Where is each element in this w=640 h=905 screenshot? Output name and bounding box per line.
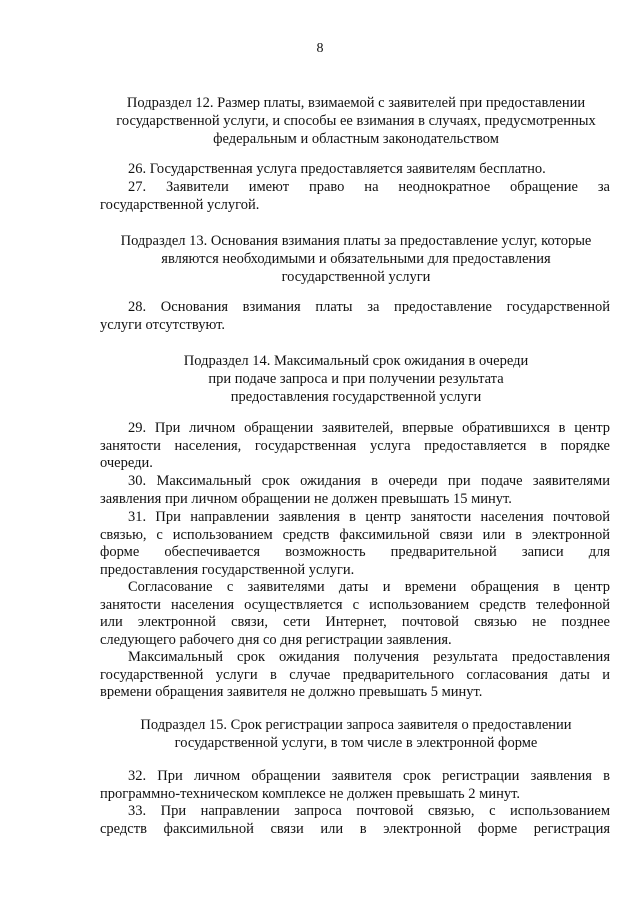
paragraph-line: форме обеспечивается возможность предварительной записи для — [100, 544, 610, 561]
paragraph-line: 30. Максимальный срок ожидания в очереди при подаче заявителями — [128, 473, 610, 489]
paragraph-line: программно-техническом комплексе не должен превышать 2 минут. — [100, 785, 520, 802]
subsection-15-heading — [100, 716, 612, 752]
paragraph-33 — [100, 803, 610, 838]
paragraph-32 — [100, 768, 610, 803]
paragraph-line: очереди. — [100, 455, 153, 472]
heading-line: предоставления государственной услуги — [230, 389, 482, 405]
heading-line: государственной услуги, в том числе в электронной форме — [174, 735, 538, 751]
paragraph-line: 29. При личном обращении заявителей, впервые обратившихся в центр — [128, 420, 610, 436]
paragraph-31-waiting — [100, 649, 610, 702]
paragraph-line: 26. Государственная услуга предоставляется заявителям бесплатно. — [128, 161, 546, 177]
paragraph-line: 33. При направлении запроса почтовой связью, с использованием — [128, 803, 610, 819]
paragraph-29 — [100, 420, 610, 473]
heading-line: Подраздел 14. Максимальный срок ожидания в очереди — [183, 353, 529, 369]
paragraph-line: времени обращения заявителя не должно превышать 5 минут. — [100, 684, 483, 701]
paragraph-line: Максимальный срок ожидания получения результата предоставления — [128, 649, 610, 665]
paragraph-line: Согласование с заявителями даты и времени обращения в центр — [128, 579, 610, 595]
heading-line: государственной услуги — [281, 269, 431, 285]
paragraph-line: занятости населения осуществляется с использованием средств телефонной — [100, 596, 610, 613]
heading-line: Подраздел 13. Основания взимания платы за предоставление услуг, которые — [120, 233, 592, 249]
heading-line: являются необходимыми и обязательными для предоставления — [161, 251, 551, 267]
heading-line: федеральным и областным законодательством — [213, 131, 499, 147]
paragraph-line: средств факсимильной связи или в электронной форме регистрация — [100, 820, 610, 837]
paragraph-line: 28. Основания взимания платы за предоставление государственной — [128, 299, 610, 315]
paragraph-line: заявления при личном обращении не должен превышать 15 минут. — [100, 490, 512, 507]
heading-line: государственной услуги, и способы ее взимания в случаях, предусмотренных — [116, 113, 596, 129]
paragraph-27 — [100, 179, 610, 214]
paragraph-line: 27. Заявители имеют право на неоднократное обращение за — [128, 179, 610, 195]
paragraph-line: следующего рабочего дня со дня регистрации заявления. — [100, 631, 452, 648]
paragraph-line: 32. При личном обращении заявителя срок регистрации заявления в — [128, 768, 610, 784]
paragraph-line: услуги отсутствуют. — [100, 316, 225, 333]
paragraph-line: предоставления государственной услуги. — [100, 561, 355, 578]
paragraph-line: государственной услуги в случае предварительного согласования даты и — [100, 666, 610, 683]
heading-line: при подаче запроса и при получении результата — [208, 371, 504, 387]
subsection-14-heading — [100, 352, 612, 406]
paragraph-28 — [100, 299, 610, 334]
subsection-12-heading — [100, 94, 612, 148]
page-number: 8 — [316, 41, 324, 56]
heading-line: Подраздел 15. Срок регистрации запроса заявителя о предоставлении — [140, 717, 572, 733]
paragraph-31 — [100, 509, 610, 579]
paragraph-line: связью, с использованием средств факсимильной связи или в электронной — [100, 526, 610, 543]
paragraph-line: или электронной связи, сети Интернет, почтовой связью не позднее — [100, 614, 610, 631]
paragraph-line: государственной услугой. — [100, 196, 260, 213]
paragraph-line: занятости населения, государственная услуга предоставляется в порядке — [100, 437, 610, 454]
paragraph-26 — [100, 161, 610, 179]
subsection-13-heading — [100, 232, 612, 286]
paragraph-line: 31. При направлении заявления в центр занятости населения почтовой — [128, 509, 610, 525]
paragraph-31-agreement — [100, 579, 610, 649]
heading-line: Подраздел 12. Размер платы, взимаемой с заявителей при предоставлении — [126, 95, 586, 111]
paragraph-30 — [100, 473, 610, 508]
